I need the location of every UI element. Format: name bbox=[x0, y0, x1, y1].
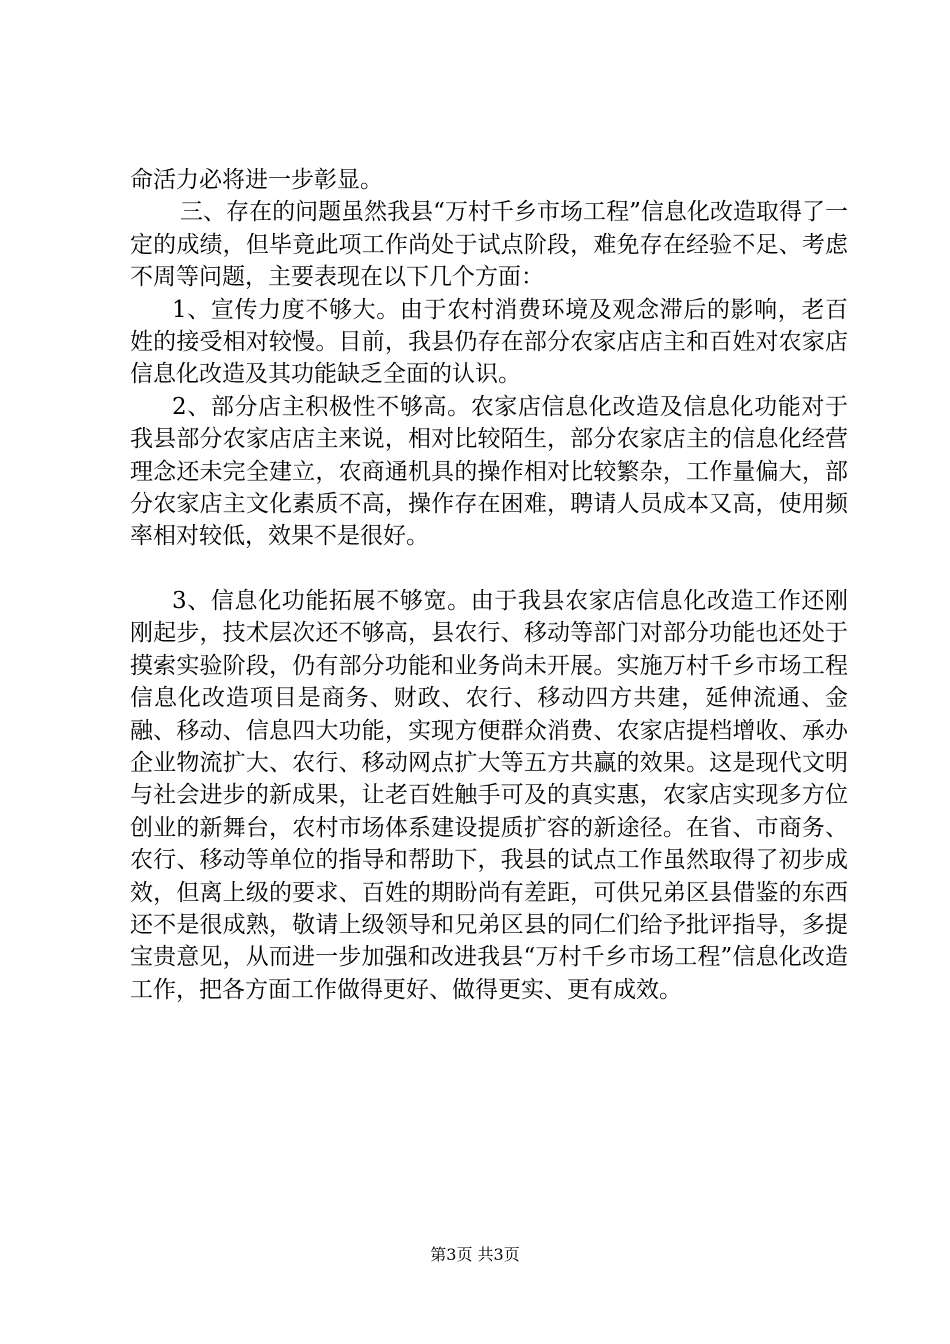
paragraph-section-three: 三、存在的问题虽然我县“万村千乡市场工程”信息化改造取得了一定的成绩，但毕竟此项工作尚处于试点阶段，难免存在经验不足、考虑不周等问题，主要表现在以下几个方面： bbox=[130, 199, 848, 291]
paragraph-point-two: 2、部分店主积极性不够高。农家店信息化改造及信息化功能对于我县部分农家店店主来说，相对比较陌生，部分农家店主的信息化经营理念还未完全建立，农商通机具的操作相对比较繁杂，工作量偏大，部分农家店主文化素质不高，操作存在困难，聘请人员成本又高，使用频率相对较低，效果不是很好。 bbox=[130, 393, 848, 550]
paragraph-point-three: 3、信息化功能拓展不够宽。由于我县农家店信息化改造工作还刚刚起步，技术层次还不够高，县农行、移动等部门对部分功能也还处于摸索实验阶段，仍有部分功能和业务尚未开展。实施万村千乡市场工程信息化改造项目是商务、财政、农行、移动四方共建，延伸流通、金融、移动、信息四大功能，实现方便群众消费、农家店提档增收、承办企业物流扩大、农行、移动网点扩大等五方共赢的效果。这是现代文明与社会进步的新成果，让老百姓触手可及的真实惠，农家店实现多方位创业的新舞台，农村市场体系建设提质扩容的新途径。在省、市商务、农行、移动等单位的指导和帮助下，我县的试点工作虽然取得了初步成效，但离上级的要求、百姓的期盼尚有差距，可供兄弟区县借鉴的东西还不是很成熟，敬请上级领导和兄弟区县的同仁们给予批评指导，多提宝贵意见，从而进一步加强和改进我县“万村千乡市场工程”信息化改造工作，把各方面工作做得更好、做得更实、更有成效。 bbox=[130, 587, 848, 1003]
paragraph-spacer bbox=[130, 553, 848, 585]
paragraph-point-one: 1、宣传力度不够大。由于农村消费环境及观念滞后的影响，老百姓的接受相对较慢。目前，我县仍存在部分农家店店主和百姓对农家店信息化改造及其功能缺乏全面的认识。 bbox=[130, 296, 848, 388]
page-number: 第3页 共3页 bbox=[430, 1245, 520, 1264]
document-body bbox=[130, 164, 848, 1006]
paragraph-continuation: 命活力必将进一步彰显。 bbox=[130, 167, 383, 193]
